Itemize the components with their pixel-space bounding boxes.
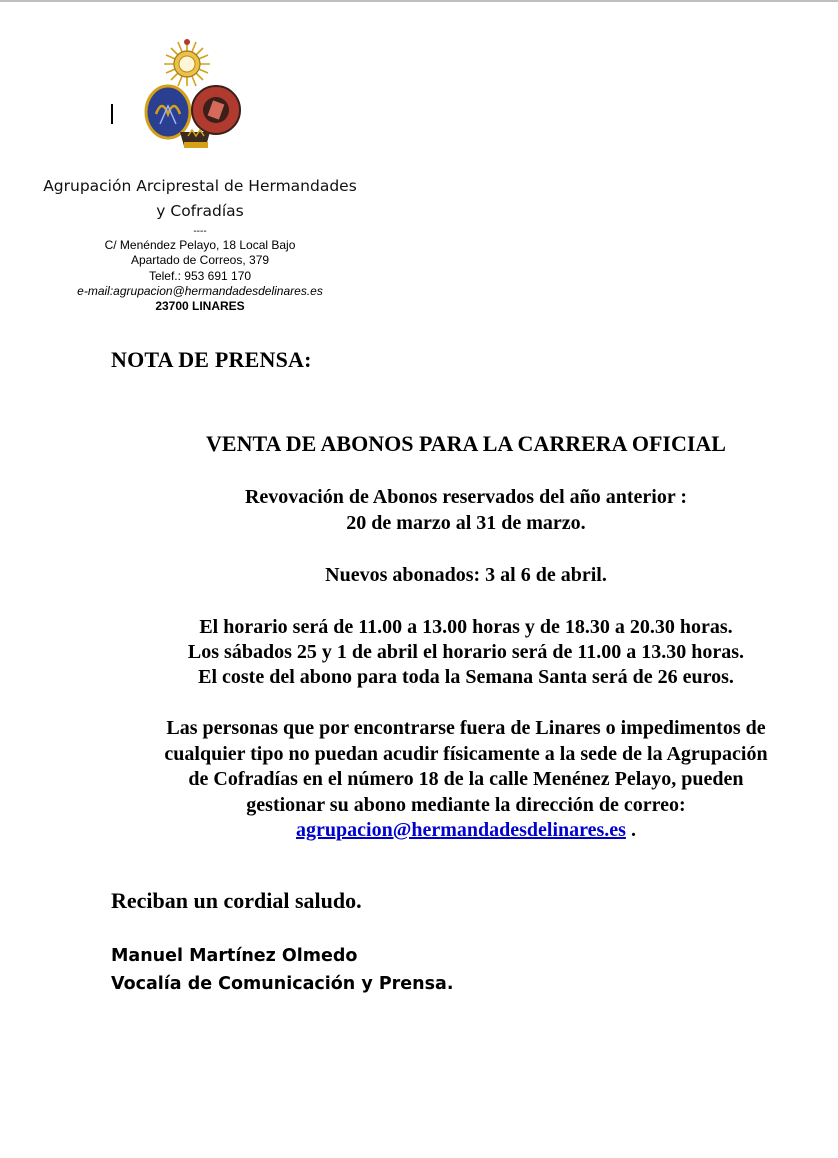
schedule-line3: El coste del abono para toda la Semana Santa será de 26 euros. [198,666,734,688]
email-link[interactable]: agrupacion@hermandadesdelinares.es [296,819,626,841]
separator: ---- [193,226,207,237]
schedule-line2: Los sábados 25 y 1 de abril el horario será de 11.00 a 13.30 horas. [187,641,745,663]
phone: Telef.: 953 691 170 [148,268,252,283]
po-box: Apartado de Correos, 379 [130,253,270,268]
brotherhood-emblem-icon [140,36,252,152]
email-link-suffix: . [625,819,636,841]
new-subscribers-line: Nuevos abonados: 3 al 6 de abril. [325,564,607,586]
signature-name: Manuel Martínez Olmedo [111,946,358,966]
renewal-line2: 20 de marzo al 31 de marzo. [346,512,586,534]
greeting: Reciban un cordial saludo. [111,888,362,913]
postal-city: 23700 LINARES [155,299,245,314]
contact-email: e-mail:agrupacion@hermandadesdelinares.es [77,283,323,298]
organization-name-line1: Agrupación Arciprestal de Hermandades [43,177,357,195]
remote-line2: cualquier tipo no puedan acudir físicamente a la sede de la Agrupación [164,742,768,765]
schedule-line1: El horario será de 11.00 a 13.00 horas y de 18.30 a 20.30 horas. [199,616,733,638]
remote-line1: Las personas que por encontrarse fuera de Linares o impedimentos de [166,717,766,739]
remote-line4: gestionar su abono mediante la dirección de correo: [246,793,686,816]
contact-block [30,226,370,314]
renewal-paragraph [96,484,836,536]
sale-title: VENTA DE ABONOS PARA LA CARRERA OFICIAL [206,431,726,456]
new-subscribers-paragraph [96,562,836,588]
organization-name-line2: y Cofradías [156,202,244,220]
address: C/ Menéndez Pelayo, 18 Local Bajo [104,238,296,252]
signature-role: Vocalía de Comunicación y Prensa. [111,974,454,994]
page-top-border [0,0,838,2]
remote-paragraph [96,716,836,844]
signature-block [111,942,453,998]
remote-line3: de Cofradías en el número 18 de la calle Menénez Pelayo, pueden [188,768,744,790]
schedule-paragraph [96,615,836,690]
organization-name [18,174,382,224]
renewal-line1: Revovación de Abonos reservados del año anterior : [244,486,688,508]
press-release-title: NOTA DE PRENSA: [111,347,312,372]
email-link-line [96,818,836,844]
text-cursor [111,104,113,124]
